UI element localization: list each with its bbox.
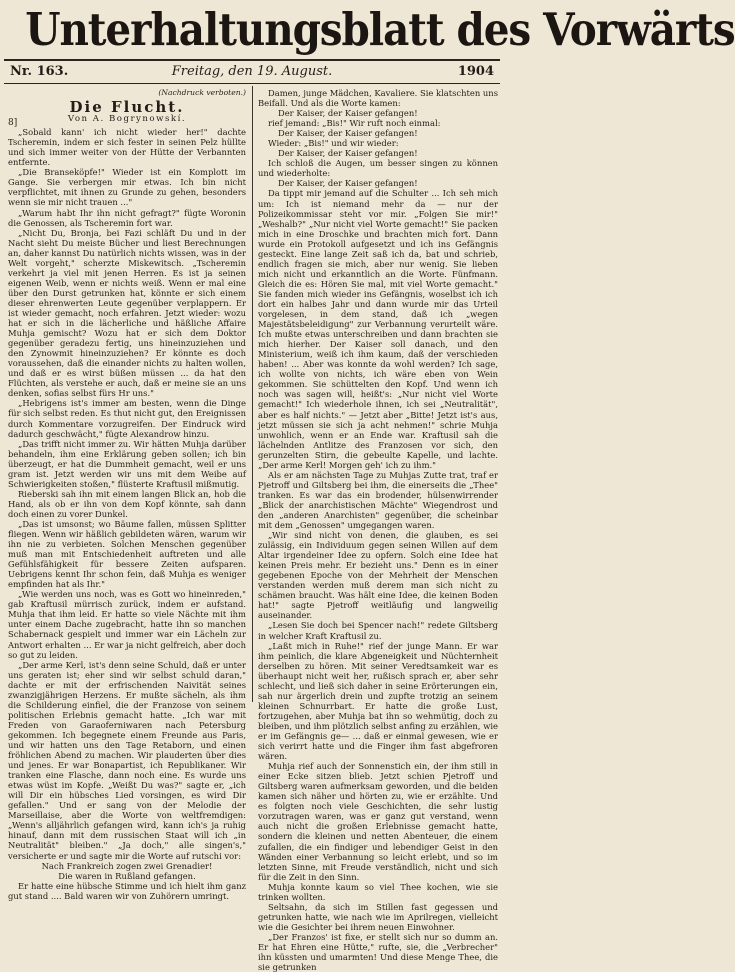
paragraph: Nach Frankreich zogen zwei Grenadier! (41, 860, 213, 871)
column-divider (252, 86, 253, 702)
left-column-body (8, 127, 246, 901)
paragraph: Seltsahn, da sich im Stillen fast gegessen und getrunken hatte, wie nach wie im Aprilregen, vielleicht wie die Gesichter bei ihrem neuen Einwohner. (258, 901, 498, 932)
paragraph: Ich schloß die Augen, um besser singen zu können und wiederholte: (258, 158, 498, 179)
paragraph: Der Kaiser, der Kaiser gefangen! (278, 178, 418, 189)
paragraph: Muhja konnte kaum so viel Thee kochen, wie sie trinken wollten. (258, 881, 498, 902)
issue-date: Freitag, den 19. August. (171, 64, 333, 79)
right-column-body (258, 88, 498, 972)
paragraph: „Lesen Sie doch bei Spencer nach!" redete Giltsberg in welcher Kraft Kraftusil zu. (258, 620, 498, 641)
paragraph: Da tippt mir jemand auf die Schulter ... Ich seh mich um: Ich ist niemand mehr da — nur der Polizeikommissar steht vor mir. „Folgen Sie mir!" „Weshalb?" „Nur nicht viel Worte gemacht!" Sie packen mich in eine Droschke und brachten mich fort. Dann wurde ein Protokoll aufgesetzt und ich ins Gefängnis gesteckt. Eine lange Zeit saß ich da, bat und schrieb, endlich fragen sie mich, aber nur wenig. Sie lieben mich nicht und erkanntlich an die Worte. Fünfmann. Gleich die es: Hören Sie mal, mit viel Worte gemacht." Sie fanden mich wieder ins Gefängnis, woselbst ich ich dort ein halbes Jahr und dann wurde mir das Urteil vorgelesen, in dem stand, daß ich „wegen Majestätsbeleidigung" zur Verbannung verurteilt wäre. Ich mußte etwas unterschreiben und dann brachten sie mich hierher. Der Kaiser soll danach, und den Ministerium, weiß ich ihm kaum, daß der verschieden haben! ... Aber was konnte da wohl werden? Ich sage, ich wollte von nichts, ich wäre eben von Wein gekommen. Sie schüttelten den Kopf. Und wenn ich noch was sagen will, heißt's: „Nur nicht viel Worte gemacht!" Ich wiederhole ihnen, ich sei „Neutralität", aber es half nichts." — Jetzt aber „Bitte! Jetzt ist's aus, jetzt müssen sie sich ja acht nehmen!" schrie Muhja unwohlich, wenn er an Ende war. Kraftusil sah die lächelnden Antlitze des Franzosen vor sich, den gerunzelten Stirn, die gebeulte Kapelle, und lachte. „Der arme Kerl! Morgen geh' ich zu ihm." (258, 188, 498, 470)
right-column (258, 88, 498, 972)
paragraph: Der Kaiser, der Kaiser gefangen! (278, 148, 418, 159)
paragraph: „Laßt mich in Ruhe!" rief der junge Mann. Er war ihm peinlich, die klare Abgeneigkeit und Nüchternheit derselben zu hören. Mit seiner Veredtsamkeit war es überhaupt nicht weit her, rußisch sprach er, aber sehr schlecht, und ließ sich daher in seine Erörterungen ein, sah nur ärgerlich drein und zupfte trotzig an seinem kleinen Schnurrbart. Er hatte die große Lust, fortzugehen, aber Muhja bat ihn so wehmütig, doch zu bleiben, und ihm plötzlich selbst anfing zu erzählen, wie er im Gefängnis ge— ... daß er einmal gewesen, wie er sich verirrt hatte und die Finger ihm fast abgefroren wären. (258, 640, 498, 762)
paragraph: „Wie werden uns noch, was es Gott wo hineinreden," gab Kraftusil mürrisch zurück, indem er aufstand. Muhja that ihm leid. Er hatte so viele Nächte mit ihm unter einem Dache zugebracht, hatte ihn so manchen Schabernack gespielt und immer war ein Lächeln zur Antwort erhalten ... Er war ja nicht gelfreich, aber doch so gut zu leiden. (8, 589, 246, 660)
left-column (8, 88, 246, 901)
reprint-notice: (Nachdruck verboten.) (158, 88, 246, 97)
paragraph: „Sobald kann' ich nicht wieder her!" dachte Tscheremin, indem er sich fester in seinen Pelz hüllte und sich immer weiter von der Hütte der Verbannten entfernte. (8, 127, 246, 168)
paragraph: „Die Branseköpfe!" Wieder ist ein Komplott im Gange. Sie verbergen mir etwas. Ich bin nicht verpflichtet, mit ihnen zu Grunde zu gehen, besonders wenn sie mir nicht trauen ..." (8, 167, 246, 208)
paragraph: „Hebrigens ist's immer am besten, wenn die Dinge für sich selbst reden. Es thut nicht gut, den Ereignissen durch Kommentare vorzugreifen. Der Eindruck wird dadurch geschwächt," fügte Alexandrow hinzu. (8, 398, 246, 439)
paragraph: Als er am nächsten Tage zu Muhjas Zutte trat, traf er Pjetroff und Giltsberg bei ihm, die einerseits die „Thee" tranken. Es war das ein brodender, hülsenwirrender „Blick der anarchistischen Mächte" Wiegendrost und den „anderen Anarchisten" gegenüber, die scheinbar mit dem „Genossen" umgegangen waren. (258, 469, 498, 531)
issue-number: Nr. 163. (10, 64, 69, 79)
paragraph: Der Kaiser, der Kaiser gefangen! (278, 108, 418, 119)
paragraph: „Wir sind nicht von denen, die glauben, es sei zulässig, ein Individuum gegen seinen Willen auf dem Altar irgendeiner Idee zu opfern. Solch eine Idee hat keinen Preis mehr. Er bezieht uns." Denn es in einer gegebenen Epoche von der Mehrheit der Menschen verstanden werden muß derem man sich nicht zu schämen braucht. Was hält eine Idee, die keinen Boden hat!" sagte Pjetroff weitläufig und langweilig auseinander. (258, 530, 498, 621)
paragraph: „Nicht Du, Bronja, bei Fazi schläft Du und in der Nacht sieht Du meiste Bücher und liest Berechnungen an, daher kannst Du natürlich nichts wissen, was in der Welt vorgeht," scherzte Miskewitsch. „Tscheremin verkehrt ja viel mit jenen Herren. Es ist ja seinen eigenen Weib, wenn er nichts weiß. Wenn er mal eine über den Durst getrunken hat, könnte er sich einem dieser ehrenwerten Leute gegenüber verplappern. Er ist wieder gemacht, noch erfahren. Jetzt wieder: wozu hat er sich in die lächerliche und häßliche Affaire Muhja gemischt? Wozu hat er sich dem Doktor gegenüber geradezu fertig, uns hineinzuziehen und den Zynowmit hineinzuziehen? Er könnte es doch voraussehen, daß die einander nichts zu halten wollen, und daß er es wirst büßen müssen ... da hat den Flüchten, als verstehe er auch, daß er meine sie an uns denken, sofias selbst fürs Hr uns." (8, 227, 246, 399)
dateline-rule (4, 83, 500, 84)
paragraph: Muhja rief auch der Sonnenstich ein, der ihm still in einer Ecke sitzen blieb. Jetzt schien Pjetroff und Giltsberg waren aufmerksam geworden, und die beiden kamen sich näher und hörten zu, wie er erzählte. Und es folgten noch viele Geschichten, die sehr lustig vorzutragen waren, was er ganz gut verstand, wenn auch nicht die großen Erlebnisse gemacht hatte, sondern die kleinen und netten Abenteuer, die einem zufallen, die ein findiger und lebendiger Geist in den Wänden einer Verbannung so leicht erlebt, und so im letzten Sinne, mit Freude verständlich, nicht und sich für die Zeit in den Sinn. (258, 761, 498, 882)
dateline (10, 62, 494, 82)
masthead: Unterhaltungsblatt des Vorwärts (25, 3, 735, 56)
paragraph: Die waren in Rußland gefangen. (58, 870, 196, 881)
paragraph: „Das trifft nicht immer zu. Wir hätten Muhja darüber behandeln, ihm eine Erklärung geben sollen; ich bin überzeugt, er hat die Dummheit gemacht, weil er uns gram ist. Jetzt werden wir uns mit dem Weibe auf Schwierigkeiten stoßen," flüsterte Kraftusil mißmutig. (8, 438, 246, 489)
paragraph: Rieberski sah ihn mit einem langen Blick an, hob die Hand, als ob er ihn von dem Kopf könnte, sah dann doch einen zu vorer Dunkel. (8, 488, 246, 519)
paragraph: Er hatte eine hübsche Stimme und ich hielt ihm ganz gut stand .... Bald waren wir von Zuhörern umringt. (8, 880, 246, 901)
paragraph: Der Kaiser, der Kaiser gefangen! (278, 128, 418, 139)
installment-number: 8] (8, 118, 18, 129)
issue-year: 1904 (457, 64, 494, 79)
masthead-rule (4, 59, 500, 61)
paragraph: Wieder: „Bis!" und wir wieder: (268, 138, 399, 149)
article-author: Von A. Bogrynowskí. (67, 114, 187, 125)
paragraph: „Das ist umsonst; wo Bäume fallen, müssen Splitter fliegen. Wenn wir häßlich gebildeten wären, warum wir ihn nie zu verbieten. Solchen Menschen gegenüber muß man mit Entschiedenheit auftreten und alle Gefühlsfähigkeit für bessere Zeiten aufsparen. Uebrigens kennt Ihr schon fein, daß Muhja es weniger empfinden hat als Ihr." (8, 518, 246, 590)
paragraph: „Der arme Kerl, ist's denn seine Schuld, daß er unter uns geraten ist; eher sind wir selbst schuld daran," dachte er mit der erfrischenden Naivität seines zwanzigjährigen Herzens. Er mußte sächeln, als ihm die Schilderung einfiel, die der Franzose von seinem politischen Erlebnis gemacht hatte. „Ich war mit Freden von Garaoferniwaren nach Petersburg gekommen. Ich begegnete einem Freunde aus Paris, und wir hatten uns den Tage Retaborn, und einen fröhlichen Abend zu machen. Wir plauderten über dies und jenes. Er war Bonapartist, ich Republikaner. Wir tranken eine Flasche, dann noch eine. Es wurde uns etwas wüst im Kopfe. „Weißt Du was?" sagte er, „ich will Dir ein hübsches Lied vorsingen, es wird Dir gefallen." Und er sang von der Melodie der Marseillaise, aber die Worte von weltfremdigen: „Wenn's alljährlich gefangen wird, kann ich's ja ruhig hinauf, dann mit dem russischen Staat will ich „in Neutralität" bleiben." „Ja doch," alle singen's," versicherte er und sagte mir die Worte auf rutschi vor: (8, 659, 246, 861)
paragraph: Damen, junge Mädchen, Kavaliere. Sie klatschten uns Beifall. Und als die Worte kamen: (258, 88, 498, 109)
paragraph: „Warum habt Ihr ihn nicht gefragt?" fügte Woronin die Genossen, als Tscheremin fort war. (8, 207, 246, 228)
paragraph: rief jemand: „Bis!" Wir ruft noch einmal: (268, 118, 441, 129)
paragraph: „Der Franzos' ist fixe, er stellt sich nur so dumm an. Er hat Ehren eine Hütte," rufte, sie, die „Verbrecher" ihn küssten und umarmten! Und diese Menge Thee, die sie getrunken (258, 931, 498, 972)
article-title: Die Flucht. (69, 98, 185, 117)
